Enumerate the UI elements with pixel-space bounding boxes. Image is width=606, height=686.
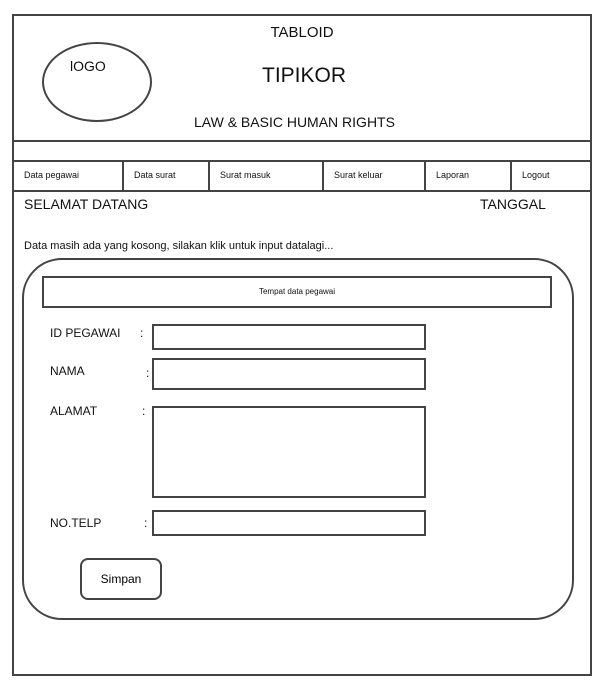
nav-item-laporan[interactable]: Laporan xyxy=(426,160,512,190)
form-panel xyxy=(22,258,574,620)
date-label: TANGGAL xyxy=(480,196,546,212)
nama-colon: : xyxy=(146,366,150,380)
nav-item-data-pegawai[interactable]: Data pegawai xyxy=(14,160,124,190)
id-pegawai-colon: : xyxy=(140,326,144,340)
site-title: TIPIKOR xyxy=(262,64,347,87)
logo xyxy=(42,42,152,122)
logo-text: lOGO xyxy=(70,58,106,74)
nav-item-surat-keluar[interactable]: Surat keluar xyxy=(324,160,426,190)
no-telp-colon: : xyxy=(144,516,148,530)
welcome-text: SELAMAT DATANG xyxy=(24,196,149,212)
alamat-colon: : xyxy=(142,404,146,418)
notice-text: Data masih ada yang kosong, silakan klik untuk input datalagi... xyxy=(24,240,334,252)
no-telp-input[interactable] xyxy=(152,510,426,536)
alamat-label: ALAMAT xyxy=(50,404,98,418)
page-frame xyxy=(12,14,592,676)
no-telp-label: NO.TELP xyxy=(50,516,102,530)
panel-title: Tempat data pegawai xyxy=(42,276,552,308)
alamat-textarea[interactable] xyxy=(152,406,426,498)
tabloid-label: TABLOID xyxy=(270,24,334,41)
id-pegawai-input[interactable] xyxy=(152,324,426,350)
nav-item-logout[interactable]: Logout xyxy=(522,170,550,180)
id-pegawai-label: ID PEGAWAI xyxy=(50,326,121,340)
save-button[interactable]: Simpan xyxy=(80,558,162,600)
header-divider-bar xyxy=(14,140,590,162)
nama-label: NAMA xyxy=(50,364,85,378)
site-subtitle: LAW & BASIC HUMAN RIGHTS xyxy=(194,114,395,130)
nav-item-surat-masuk[interactable]: Surat masuk xyxy=(210,160,324,190)
nav-item-data-surat[interactable]: Data surat xyxy=(124,160,210,190)
nav-menu xyxy=(14,160,590,192)
nama-input[interactable] xyxy=(152,358,426,390)
header xyxy=(14,16,590,142)
